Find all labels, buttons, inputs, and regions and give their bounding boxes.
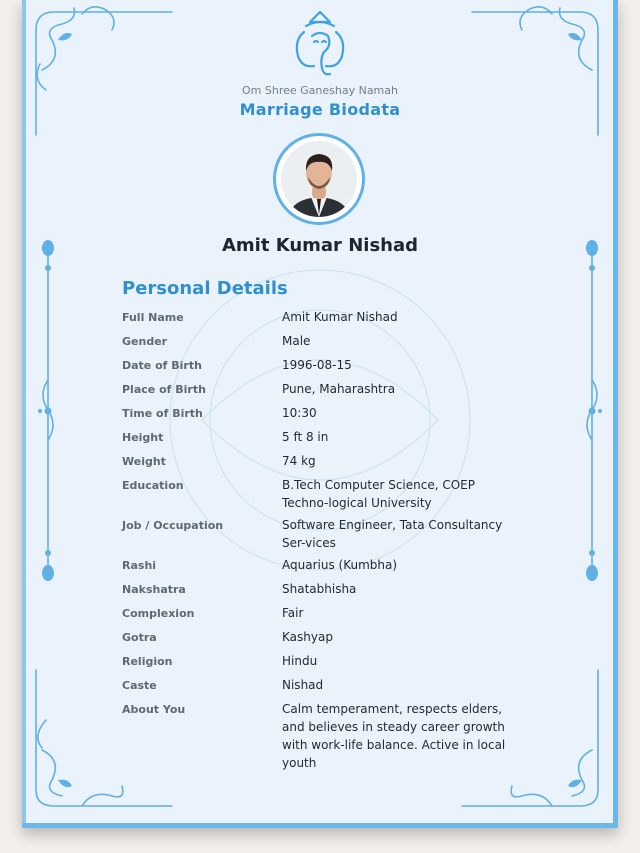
detail-value: 1996-08-15 (282, 358, 352, 372)
detail-label: Full Name (122, 311, 184, 324)
detail-label: About You (122, 703, 186, 716)
detail-row-time-of-birth (122, 404, 542, 428)
detail-label: Job / Occupation (122, 519, 224, 532)
detail-row-about-you (122, 700, 542, 770)
detail-value: Fair (282, 606, 304, 620)
profile-photo (281, 141, 357, 217)
detail-row-religion (122, 652, 542, 676)
detail-value: Software Engineer, Tata Consultancy Ser-vices (282, 518, 503, 550)
detail-label: Gotra (122, 631, 157, 644)
detail-label: Place of Birth (122, 383, 206, 396)
section-title-personal-details: Personal Details (122, 278, 288, 299)
detail-row-nakshatra (122, 580, 542, 604)
detail-label: Gender (122, 335, 168, 348)
bottom-frame-line (22, 823, 618, 828)
detail-value: Pune, Maharashtra (282, 382, 396, 396)
detail-row-place-of-birth (122, 380, 542, 404)
detail-value: Amit Kumar Nishad (282, 310, 398, 324)
detail-value: 10:30 (282, 406, 317, 420)
document-title: Marriage Biodata (239, 100, 401, 119)
detail-row-gender (122, 332, 542, 356)
personal-details-list (122, 308, 542, 770)
biodata-page (22, 0, 618, 828)
detail-label: Date of Birth (122, 359, 202, 372)
detail-value: 5 ft 8 in (282, 430, 329, 444)
detail-row-full-name (122, 308, 542, 332)
detail-label: Caste (122, 679, 157, 692)
detail-row-caste (122, 676, 542, 700)
detail-row-weight (122, 452, 542, 476)
detail-value: B.Tech Computer Science, COEP Techno-logical University (282, 478, 475, 510)
detail-value: Shatabhisha (282, 582, 357, 596)
detail-value: Nishad (282, 678, 324, 692)
detail-value: Male (282, 334, 311, 348)
detail-row-gotra (122, 628, 542, 652)
detail-value: Hindu (282, 654, 318, 668)
detail-label: Rashi (122, 559, 157, 572)
profile-photo-frame (273, 133, 365, 225)
detail-value: Kashyap (282, 630, 333, 644)
detail-value: 74 kg (282, 454, 316, 468)
detail-row-date-of-birth (122, 356, 542, 380)
ganesha-icon (292, 10, 348, 80)
detail-label: Education (122, 479, 184, 492)
detail-label: Time of Birth (122, 407, 203, 420)
detail-label: Complexion (122, 607, 195, 620)
detail-label: Weight (122, 455, 166, 468)
person-name: Amit Kumar Nishad (221, 235, 418, 256)
detail-row-rashi (122, 556, 542, 580)
invocation-text: Om Shree Ganeshay Namah (242, 84, 398, 97)
left-frame-line (22, 0, 26, 828)
detail-label: Religion (122, 655, 173, 668)
detail-row-education (122, 476, 542, 516)
detail-value: Calm temperament, respects elders, and believes in steady career growth with work-life balance. Active in local youth (282, 702, 506, 770)
detail-row-job-occupation (122, 516, 542, 556)
detail-row-height (122, 428, 542, 452)
detail-row-complexion (122, 604, 542, 628)
detail-label: Nakshatra (122, 583, 186, 596)
detail-value: Aquarius (Kumbha) (282, 558, 398, 572)
detail-label: Height (122, 431, 164, 444)
right-frame-line (613, 0, 618, 828)
